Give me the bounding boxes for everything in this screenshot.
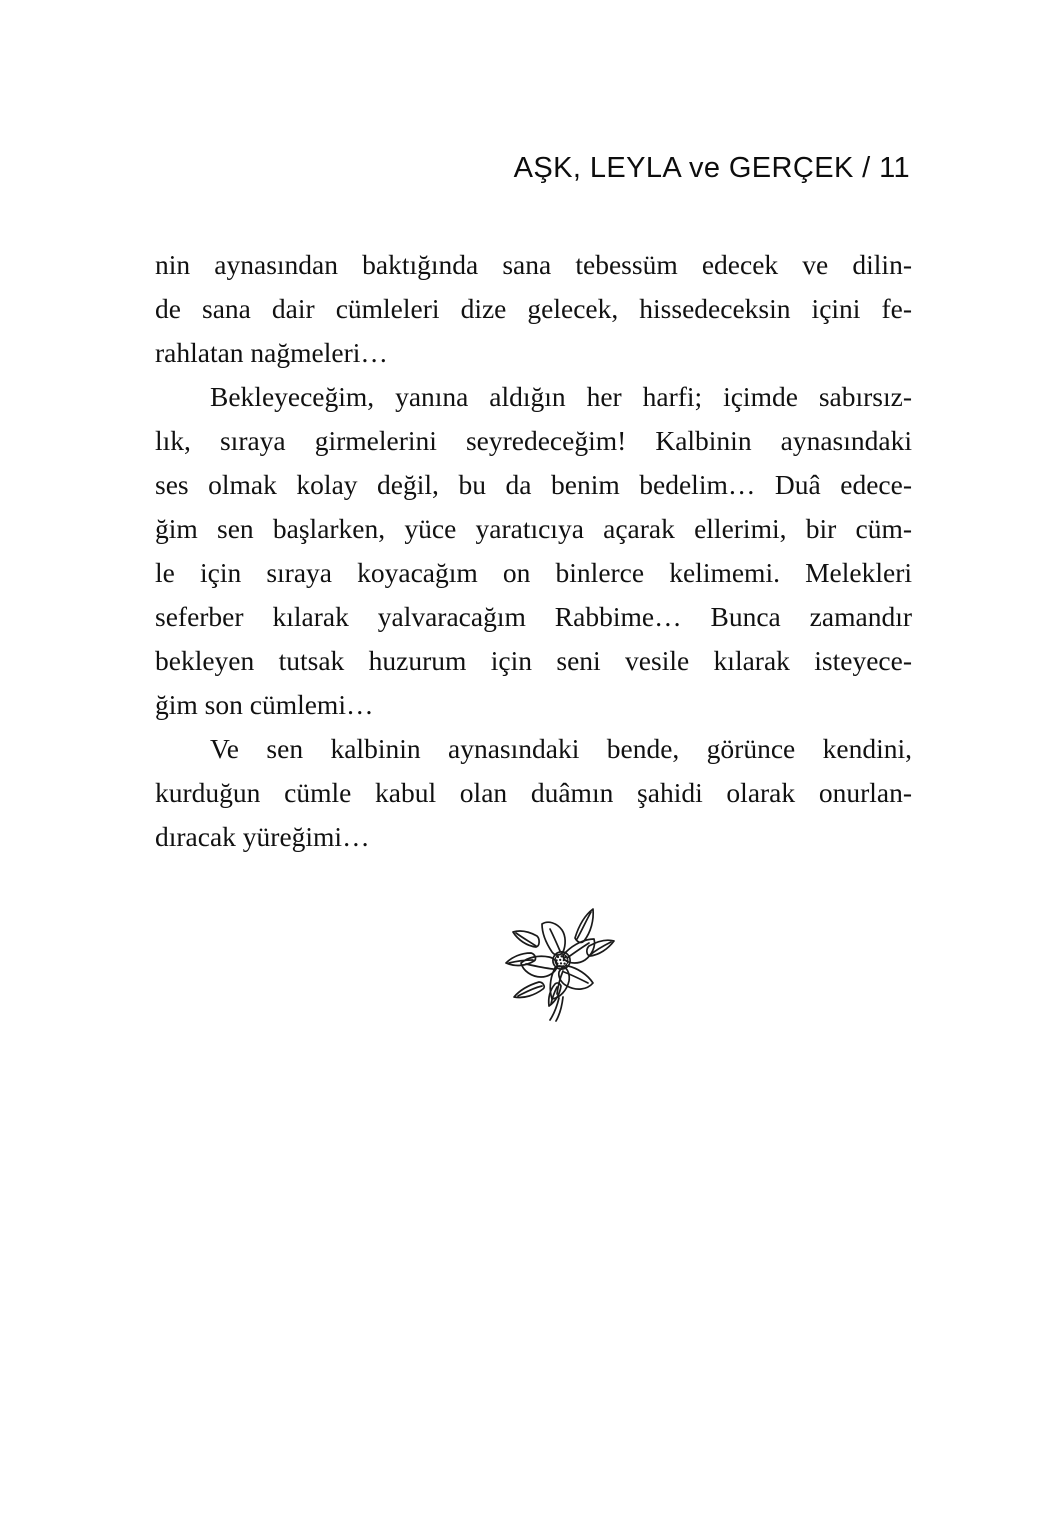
paragraph-3 (155, 727, 912, 859)
text-line: Ve sen kalbinin aynasındaki bende, görünce kendini, (210, 733, 912, 764)
flower-ornament (497, 898, 621, 1022)
paragraph-1 (155, 243, 912, 375)
text-line: dıracak yüreğimi… (155, 821, 370, 852)
running-header: AŞK, LEYLA ve GERÇEK / 11 (513, 152, 910, 184)
text-line: Bekleyeceğim, yanına aldığın her harfi; içimde sabırsız- (210, 381, 912, 412)
text-line: le için sıraya koyacağım on binlerce kelimemi. Melekleri (155, 557, 912, 588)
text-line: nin aynasından baktığında sana tebessüm edecek ve dilin- (155, 249, 912, 280)
text-line: ğim son cümlemi… (155, 689, 374, 720)
text-line: kurduğun cümle kabul olan duâmın şahidi olarak onurlan- (155, 777, 912, 808)
text-line: rahlatan nağmeleri… (155, 337, 388, 368)
text-line: de sana dair cümleleri dize gelecek, hissedeceksin içini fe- (155, 293, 912, 324)
text-line: bekleyen tutsak huzurum için seni vesile kılarak isteyece- (155, 645, 912, 676)
text-line: lık, sıraya girmelerini seyredeceğim! Kalbinin aynasındaki (155, 425, 912, 456)
text-line: ses olmak kolay değil, bu da benim bedelim… Duâ edece- (155, 469, 912, 500)
body-text-column (155, 243, 912, 859)
paragraph-2 (155, 375, 912, 727)
text-line: ğim sen başlarken, yüce yaratıcıya açarak ellerimi, bir cüm- (155, 513, 912, 544)
text-line: seferber kılarak yalvaracağım Rabbime… Bunca zamandır (155, 601, 912, 632)
